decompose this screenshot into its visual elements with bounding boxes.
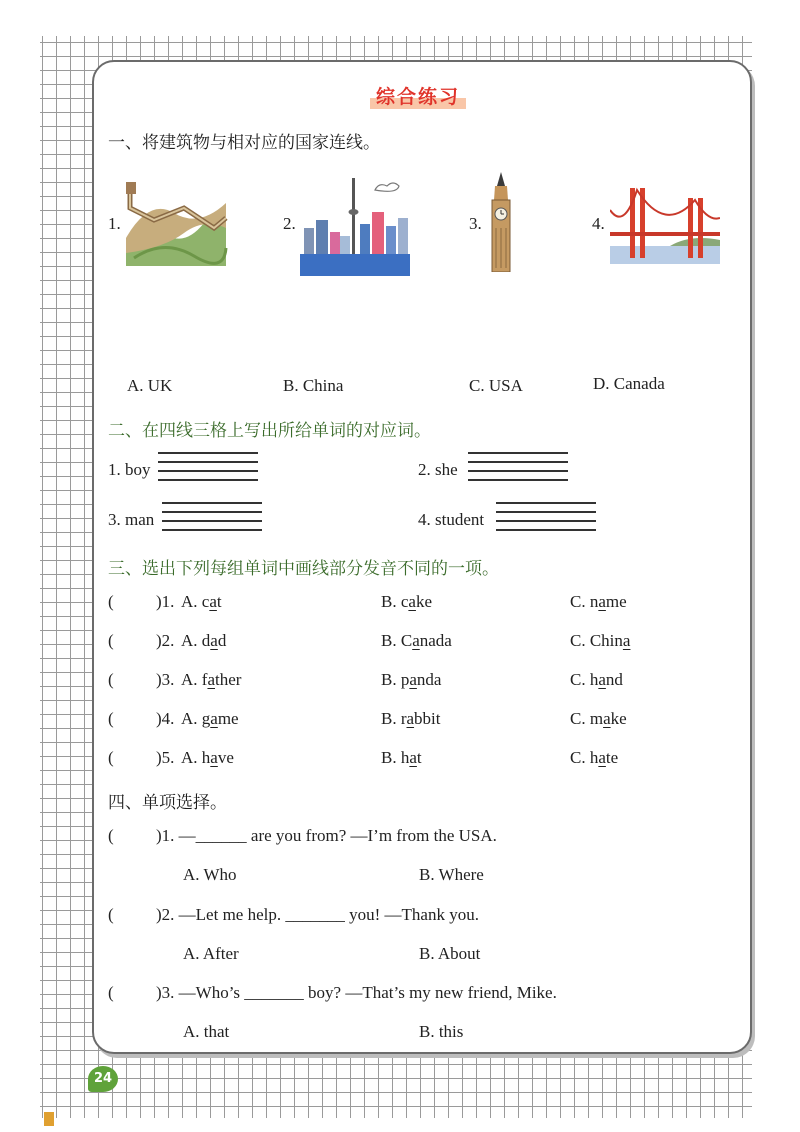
great-wall-icon: [124, 178, 228, 268]
picture-number-4: 4.: [592, 214, 605, 233]
option-b: B. hat: [381, 748, 422, 767]
country-option-d: D. Canada: [593, 374, 665, 393]
section4-heading: 四、单项选择。: [108, 793, 227, 813]
option-c: C. China: [570, 631, 631, 650]
country-option-c: C. USA: [469, 376, 523, 395]
word-item-4: 4. student: [418, 510, 485, 529]
answer-paren[interactable]: (: [108, 709, 114, 728]
option-a: A. dad: [181, 631, 227, 650]
section3-heading: 三、选出下列每组单词中画线部分发音不同的一项。: [108, 559, 499, 579]
option-a: A. cat: [181, 592, 222, 611]
writing-lines-2[interactable]: [468, 452, 568, 480]
section2-heading: 二、在四线三格上写出所给单词的对应词。: [108, 421, 431, 441]
choice-b: B. this: [419, 1022, 464, 1041]
page-margin-bottom: [0, 1118, 800, 1132]
question-number: )4.: [156, 709, 175, 728]
option-b: B. cake: [381, 592, 432, 611]
option-b: B. Canada: [381, 631, 452, 650]
golden-gate-bridge-icon: [610, 182, 720, 264]
question-stem: )3. —Who’s _______ boy? —That’s my new friend, Mike.: [156, 983, 557, 1002]
title-banner: [370, 82, 466, 109]
option-c: C. make: [570, 709, 627, 728]
option-b: B. panda: [381, 670, 442, 689]
question-number: )5.: [156, 748, 175, 767]
question-number: )2.: [156, 631, 175, 650]
question-number: )3.: [156, 670, 175, 689]
word-item-3: 3. man: [108, 510, 155, 529]
answer-paren[interactable]: (: [108, 592, 114, 611]
option-a: A. have: [181, 748, 234, 767]
answer-paren[interactable]: (: [108, 670, 114, 689]
picture-number-1: 1.: [108, 214, 121, 233]
option-a: A. father: [181, 670, 242, 689]
option-c: C. name: [570, 592, 627, 611]
option-c: C. hate: [570, 748, 619, 767]
answer-paren[interactable]: (: [108, 748, 114, 767]
page-title: 综合练习: [370, 82, 466, 109]
toronto-skyline-icon: [300, 176, 410, 276]
country-option-b: B. China: [283, 376, 344, 395]
word-item-1: 1. boy: [108, 460, 151, 479]
question-stem: )1. —______ are you from? —I’m from the USA.: [156, 826, 497, 845]
question-stem: )2. —Let me help. _______ you! —Thank you.: [156, 905, 479, 924]
choice-b: B. About: [419, 944, 481, 963]
writing-lines-4[interactable]: [496, 502, 596, 530]
page-margin-top: [0, 0, 800, 36]
option-c: C. hand: [570, 670, 623, 689]
page-number: 24: [88, 1066, 118, 1092]
picture-number-2: 2.: [283, 214, 296, 233]
big-ben-icon: [486, 172, 516, 272]
answer-paren[interactable]: (: [108, 631, 114, 650]
option-a: A. game: [181, 709, 239, 728]
choice-a: A. Who: [183, 865, 237, 884]
corner-tab-decoration: [44, 1112, 54, 1126]
question-number: )1.: [156, 592, 175, 611]
page-margin-right: [752, 0, 800, 1132]
choice-a: A. After: [183, 944, 239, 963]
choice-b: B. Where: [419, 865, 484, 884]
answer-paren[interactable]: (: [108, 983, 114, 1002]
choice-a: A. that: [183, 1022, 230, 1041]
option-b: B. rabbit: [381, 709, 441, 728]
writing-lines-3[interactable]: [162, 502, 262, 530]
answer-paren[interactable]: (: [108, 826, 114, 845]
word-item-2: 2. she: [418, 460, 458, 479]
writing-lines-1[interactable]: [158, 452, 258, 480]
page-margin-left: [0, 0, 40, 1132]
answer-paren[interactable]: (: [108, 905, 114, 924]
country-option-a: A. UK: [127, 376, 173, 395]
picture-number-3: 3.: [469, 214, 482, 233]
section1-heading: 一、将建筑物与相对应的国家连线。: [108, 133, 380, 153]
